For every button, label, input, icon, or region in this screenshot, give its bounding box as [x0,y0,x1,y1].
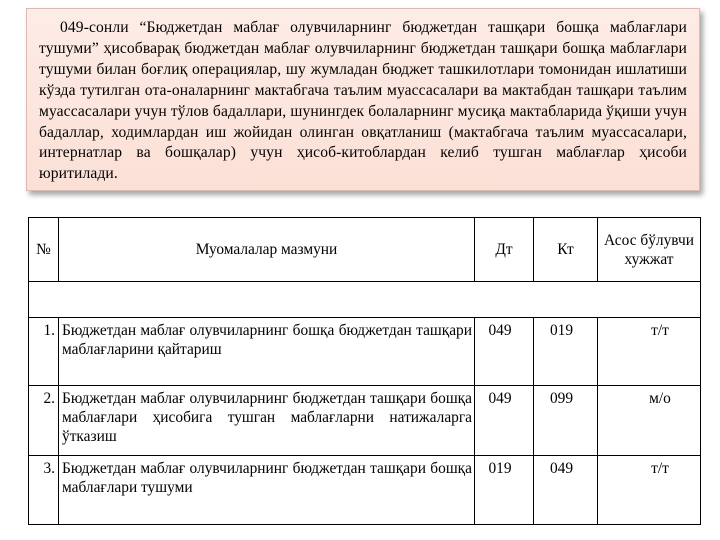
table-row [29,386,701,456]
table-empty-row [29,282,701,318]
row-credit: 099 [534,386,598,456]
row-credit: 049 [534,456,598,525]
row-debit: 049 [475,386,534,456]
row-document: т/т [598,456,701,525]
row-number: 3. [29,456,59,525]
row-debit: 019 [475,456,534,525]
header-document: Асос бўлувчи хужжат [598,218,701,282]
row-number: 1. [29,318,59,386]
row-number: 2. [29,386,59,456]
row-content: Бюджетдан маблағ олувчиларнинг бюджетдан ташқари бошқа маблағлари ҳисобига тушган маблағларни натижаларга ўтказиш [59,386,475,456]
header-content: Муомалалар мазмуни [59,218,475,282]
header-debit: Дт [475,218,534,282]
row-document: м/о [598,386,701,456]
row-content: Бюджетдан маблағ олувчиларнинг бюджетдан ташқари бошқа маблағлари тушуми [59,456,475,525]
operations-table [28,217,701,525]
account-description-box [26,8,700,191]
table-row [29,318,701,386]
row-content: Бюджетдан маблағ олувчиларнинг бошқа бюджетдан ташқари маблағларини қайтариш [59,318,475,386]
operations-table-wrapper [28,217,700,525]
empty-cell [29,282,701,318]
table-row [29,456,701,525]
row-debit: 049 [475,318,534,386]
table-header-row [29,218,701,282]
header-number: № [29,218,59,282]
header-credit: Кт [534,218,598,282]
row-document: т/т [598,318,701,386]
row-credit: 019 [534,318,598,386]
account-description-text: 049-сонли “Бюджетдан маблағ олувчиларнинг бюджетдан ташқари бошқа маблағлари тушуми” ҳисобварақ бюджетдан маблағ олувчиларнинг бюджетдан ташқари бошқа маблағлари тушуми билан боғлиқ операциялар, шу жумладан бюджет ташкилотлари томонидан ишлатиши кўзда тутилган ота-оналарнинг мактабгача таълим муассасалари ва мактабдан ташқари таълим муассасалари учун тўлов бадаллари, шунингдек болаларнинг мусиқа мактабларида ўқиши учун бадаллар, ходимлардан иш жойидан олинган овқатланиш (мактабгача таълим муассасалари, интернатлар ва бошқалар) учун ҳисоб-китоблардан келиб тушган маблағлар ҳисоби юритилади. [39,19,687,183]
